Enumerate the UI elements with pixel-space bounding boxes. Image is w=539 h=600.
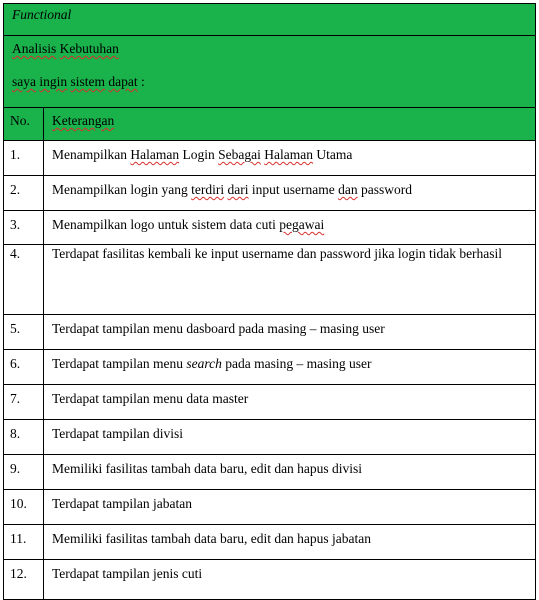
row-number: 5. bbox=[4, 315, 44, 350]
row-number: 6. bbox=[4, 350, 44, 385]
row-text: Menampilkan logo untuk sistem data cuti pegawai bbox=[44, 211, 536, 245]
row-text: Memiliki fasilitas tambah data baru, edit dan hapus jabatan bbox=[44, 525, 536, 560]
row-number: 8. bbox=[4, 420, 44, 455]
column-header-no: No. bbox=[4, 108, 44, 141]
table-row bbox=[4, 420, 536, 455]
table-row bbox=[4, 245, 536, 315]
table-row bbox=[4, 315, 536, 350]
table-row bbox=[4, 176, 536, 211]
requirements-table bbox=[3, 3, 536, 600]
row-text: Menampilkan login yang terdiri dari input username dan password bbox=[44, 176, 536, 211]
analysis-heading-word1: Analisis bbox=[12, 41, 57, 56]
table-row bbox=[4, 385, 536, 420]
row-number: 1. bbox=[4, 141, 44, 176]
analysis-heading bbox=[12, 40, 527, 57]
column-header-keterangan: Keterangan bbox=[44, 108, 536, 141]
table-row bbox=[4, 350, 536, 385]
title-cell bbox=[4, 4, 536, 36]
title-text: Functional bbox=[12, 7, 72, 22]
table-row bbox=[4, 211, 536, 245]
row-number: 12. bbox=[4, 560, 44, 600]
row-text: Memiliki fasilitas tambah data baru, edit dan hapus divisi bbox=[44, 455, 536, 490]
table-row bbox=[4, 490, 536, 525]
analysis-subheading: saya ingin sistem dapat : bbox=[12, 74, 145, 89]
row-text: Terdapat tampilan jabatan bbox=[44, 490, 536, 525]
row-number: 3. bbox=[4, 211, 44, 245]
analysis-row bbox=[4, 36, 536, 108]
row-number: 4. bbox=[4, 245, 44, 315]
row-number: 7. bbox=[4, 385, 44, 420]
column-header-row bbox=[4, 108, 536, 141]
row-number: 2. bbox=[4, 176, 44, 211]
analysis-heading-word2: Kebutuhan bbox=[59, 41, 119, 56]
row-text: Terdapat tampilan jenis cuti bbox=[44, 560, 536, 600]
table-row bbox=[4, 141, 536, 176]
table-row bbox=[4, 525, 536, 560]
row-number: 11. bbox=[4, 525, 44, 560]
row-text: Terdapat tampilan menu search pada masing – masing user bbox=[44, 350, 536, 385]
table-row bbox=[4, 455, 536, 490]
row-text: Terdapat tampilan menu dasboard pada masing – masing user bbox=[44, 315, 536, 350]
row-text: Terdapat tampilan divisi bbox=[44, 420, 536, 455]
row-number: 9. bbox=[4, 455, 44, 490]
table-row bbox=[4, 560, 536, 600]
row-text: Terdapat tampilan menu data master bbox=[44, 385, 536, 420]
analysis-cell bbox=[4, 36, 536, 108]
row-number: 10. bbox=[4, 490, 44, 525]
title-row bbox=[4, 4, 536, 36]
row-text: Menampilkan Halaman Login Sebagai Halaman Utama bbox=[44, 141, 536, 176]
row-text: Terdapat fasilitas kembali ke input username dan password jika login tidak berhasil bbox=[44, 245, 536, 315]
